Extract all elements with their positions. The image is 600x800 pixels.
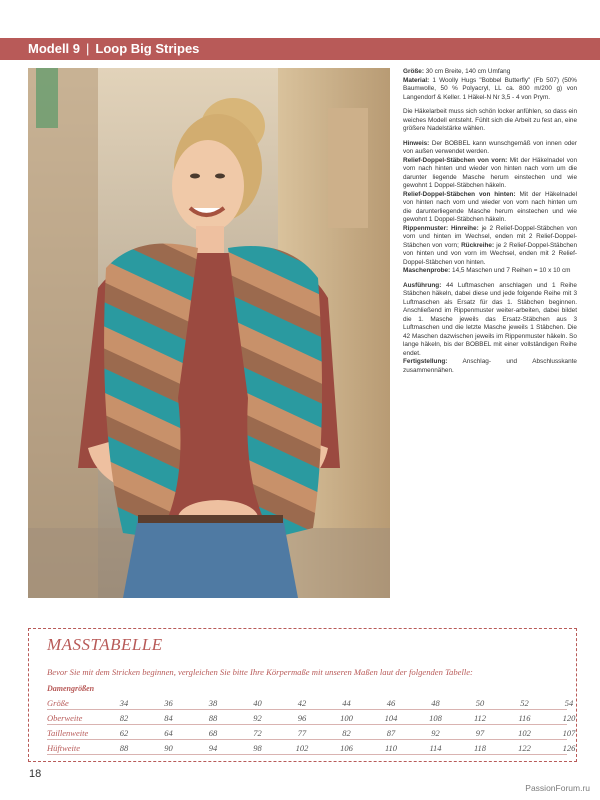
size-table-cell: 116 (518, 713, 531, 723)
size-table-cell: 87 (386, 728, 396, 738)
size-table-row (47, 695, 574, 710)
size-table-row (47, 710, 576, 725)
size-table-cell: 122 (518, 743, 531, 753)
size-table-cell: 82 (119, 713, 129, 723)
size-table-title: MASSTABELLE (47, 635, 163, 654)
instructions-column (403, 68, 577, 381)
page-number: 18 (29, 768, 42, 780)
size-table-cell: 62 (119, 728, 129, 738)
size-table-cell: 52 (520, 698, 529, 708)
model-photo (28, 68, 390, 598)
size-table-cell: 40 (253, 698, 262, 708)
hint-text: Hinweis: Der BOBBEL kann wunschgemäß von innen oder von außen verwendet werden. Relief-Doppel-Stäbchen von vorn: Mit der Häkelnadel von vorn nach hinten und wieder von hinten nach vorn um die darunter liegende Masche herum einstechen und wie gewohnt 1 Doppel-Stäbchen häkeln. Relief-Doppel-Stäbchen von hinten: Mit der Häkelnadel von hinten nach vorn und wieder von vorn nach hinten um die darunterliegende Masche herum einstechen und wie gewohnt 1 Doppel-Stäbchen häkeln. Rippenmuster: Hinreihe: je 2 Relief-Doppel-Stäbchen von vorn und hinten im Wechsel, enden mit 2 Relief-Doppel-Stäbchen von vorn; Rückreihe: je 2 Relief-Doppel-Stäbchen von hinten und von vorn im Wechsel, enden mit 2 Relief-Doppel-Stäbchen von hinten. Maschenprobe: 14,5 Maschen und 7 Reihen = 10 x 10 cm (403, 139, 577, 274)
size-table-rows (47, 695, 576, 755)
size-table-cell: 68 (208, 728, 218, 738)
size-table-cell: 112 (473, 713, 487, 723)
size-table-cell: 72 (253, 728, 262, 738)
size-table-cell: 48 (431, 698, 440, 708)
size-info: Größe: 30 cm Breite, 140 cm Umfang Material: 1 Woolly Hugs "Bobbel Butterfly" (Fb 507) (50% Baumwolle, 50 % Polyacryl, LL ca. 800 m/200 g) von Langendorf & Keller. 1 Häkel-N Nr 3,5 - 4 von Prym. (403, 68, 577, 101)
size-table-cell: 94 (208, 743, 218, 753)
size-table-cell: 77 (297, 728, 307, 738)
size-table-row-label: Hüftweite (47, 743, 81, 753)
size-table-cell: 36 (164, 698, 173, 708)
section-header (0, 38, 600, 60)
size-table-cell: 96 (297, 713, 307, 723)
size-table-cell: 102 (518, 728, 531, 738)
size-table-cell: 92 (253, 713, 262, 723)
size-table-cell: 88 (208, 713, 218, 723)
size-table-cell: 110 (384, 743, 398, 753)
size-table-cell: 42 (297, 698, 307, 708)
size-table-cell: 88 (119, 743, 129, 753)
header-separator: | (86, 41, 90, 56)
size-table-row-label: Oberweite (47, 713, 83, 723)
size-table-box (28, 628, 577, 762)
size-table-cell: 44 (342, 698, 351, 708)
size-table-cell: 50 (475, 698, 485, 708)
size-table-cell: 120 (562, 713, 576, 723)
size-table-cell: 38 (208, 698, 218, 708)
size-table-row (47, 725, 576, 740)
size-table-cell: 92 (431, 728, 440, 738)
size-table-cell: 126 (562, 743, 576, 753)
model-number: Modell 9 (28, 41, 81, 56)
size-table-intro: Bevor Sie mit dem Stricken beginnen, vergleichen Sie bitte Ihre Körpermaße mit unseren Maßen laut der folgenden Tabelle: (47, 667, 473, 677)
size-table-cell: 114 (429, 743, 442, 753)
size-table-cell: 106 (340, 743, 353, 753)
size-table-cell: 102 (295, 743, 309, 753)
size-table-cell: 84 (164, 713, 173, 723)
size-table-cell: 107 (562, 728, 576, 738)
watermark: PassionForum.ru (525, 783, 590, 793)
model-title: Loop Big Stripes (95, 41, 200, 56)
size-table-cell: 108 (429, 713, 442, 723)
size-table-subtitle: Damengrößen (47, 684, 95, 693)
size-table-cell: 118 (473, 743, 487, 753)
size-table-cell: 82 (342, 728, 351, 738)
size-table-cell: 34 (119, 698, 129, 708)
size-table-cell: 64 (164, 728, 173, 738)
size-table-row-rule (47, 754, 567, 755)
execution-text: Ausführung: 44 Luftmaschen anschlagen und 1 Reihe Stäbchen häkeln, dabei diese und jede folgende Reihe mit 3 Luftmaschen als Ersatz für das 1. Stäbchen beginnen. Anschließend im Rippenmuster weiter-arbeiten, dabei bildet die 1. Masche jeweils das Ersatz-Stäbchen aus 3 Luftmaschen und die letzte Masche jeweils 1 Stäbchen. Die 42 Maschen dazwischen jeweils im Rippenmuster häkeln. So lange häkeln, bis der BOBBEL mit einer vollständigen Reihe endet. Fertigstellung: Anschlag- und Abschlusskante zusammennähen. (403, 281, 577, 374)
note-text: Die Häkelarbeit muss sich schön locker anfühlen, so dass ein weiches Modell entsteht. Fühlt sich die Arbeit zu fest an, eine größere Nadelstärke wählen. (403, 108, 577, 132)
size-table-row (47, 740, 576, 755)
size-table-cell: 46 (386, 698, 396, 708)
size-table-cell: 98 (253, 743, 262, 753)
size-table-cell: 90 (164, 743, 173, 753)
size-table-row-label: Taillenweite (47, 728, 89, 738)
size-table-cell: 104 (384, 713, 398, 723)
size-table-cell: 100 (340, 713, 353, 723)
size-table-cell: 97 (475, 728, 485, 738)
size-table-cell: 54 (564, 698, 574, 708)
size-table-row-label: Größe (47, 698, 69, 708)
